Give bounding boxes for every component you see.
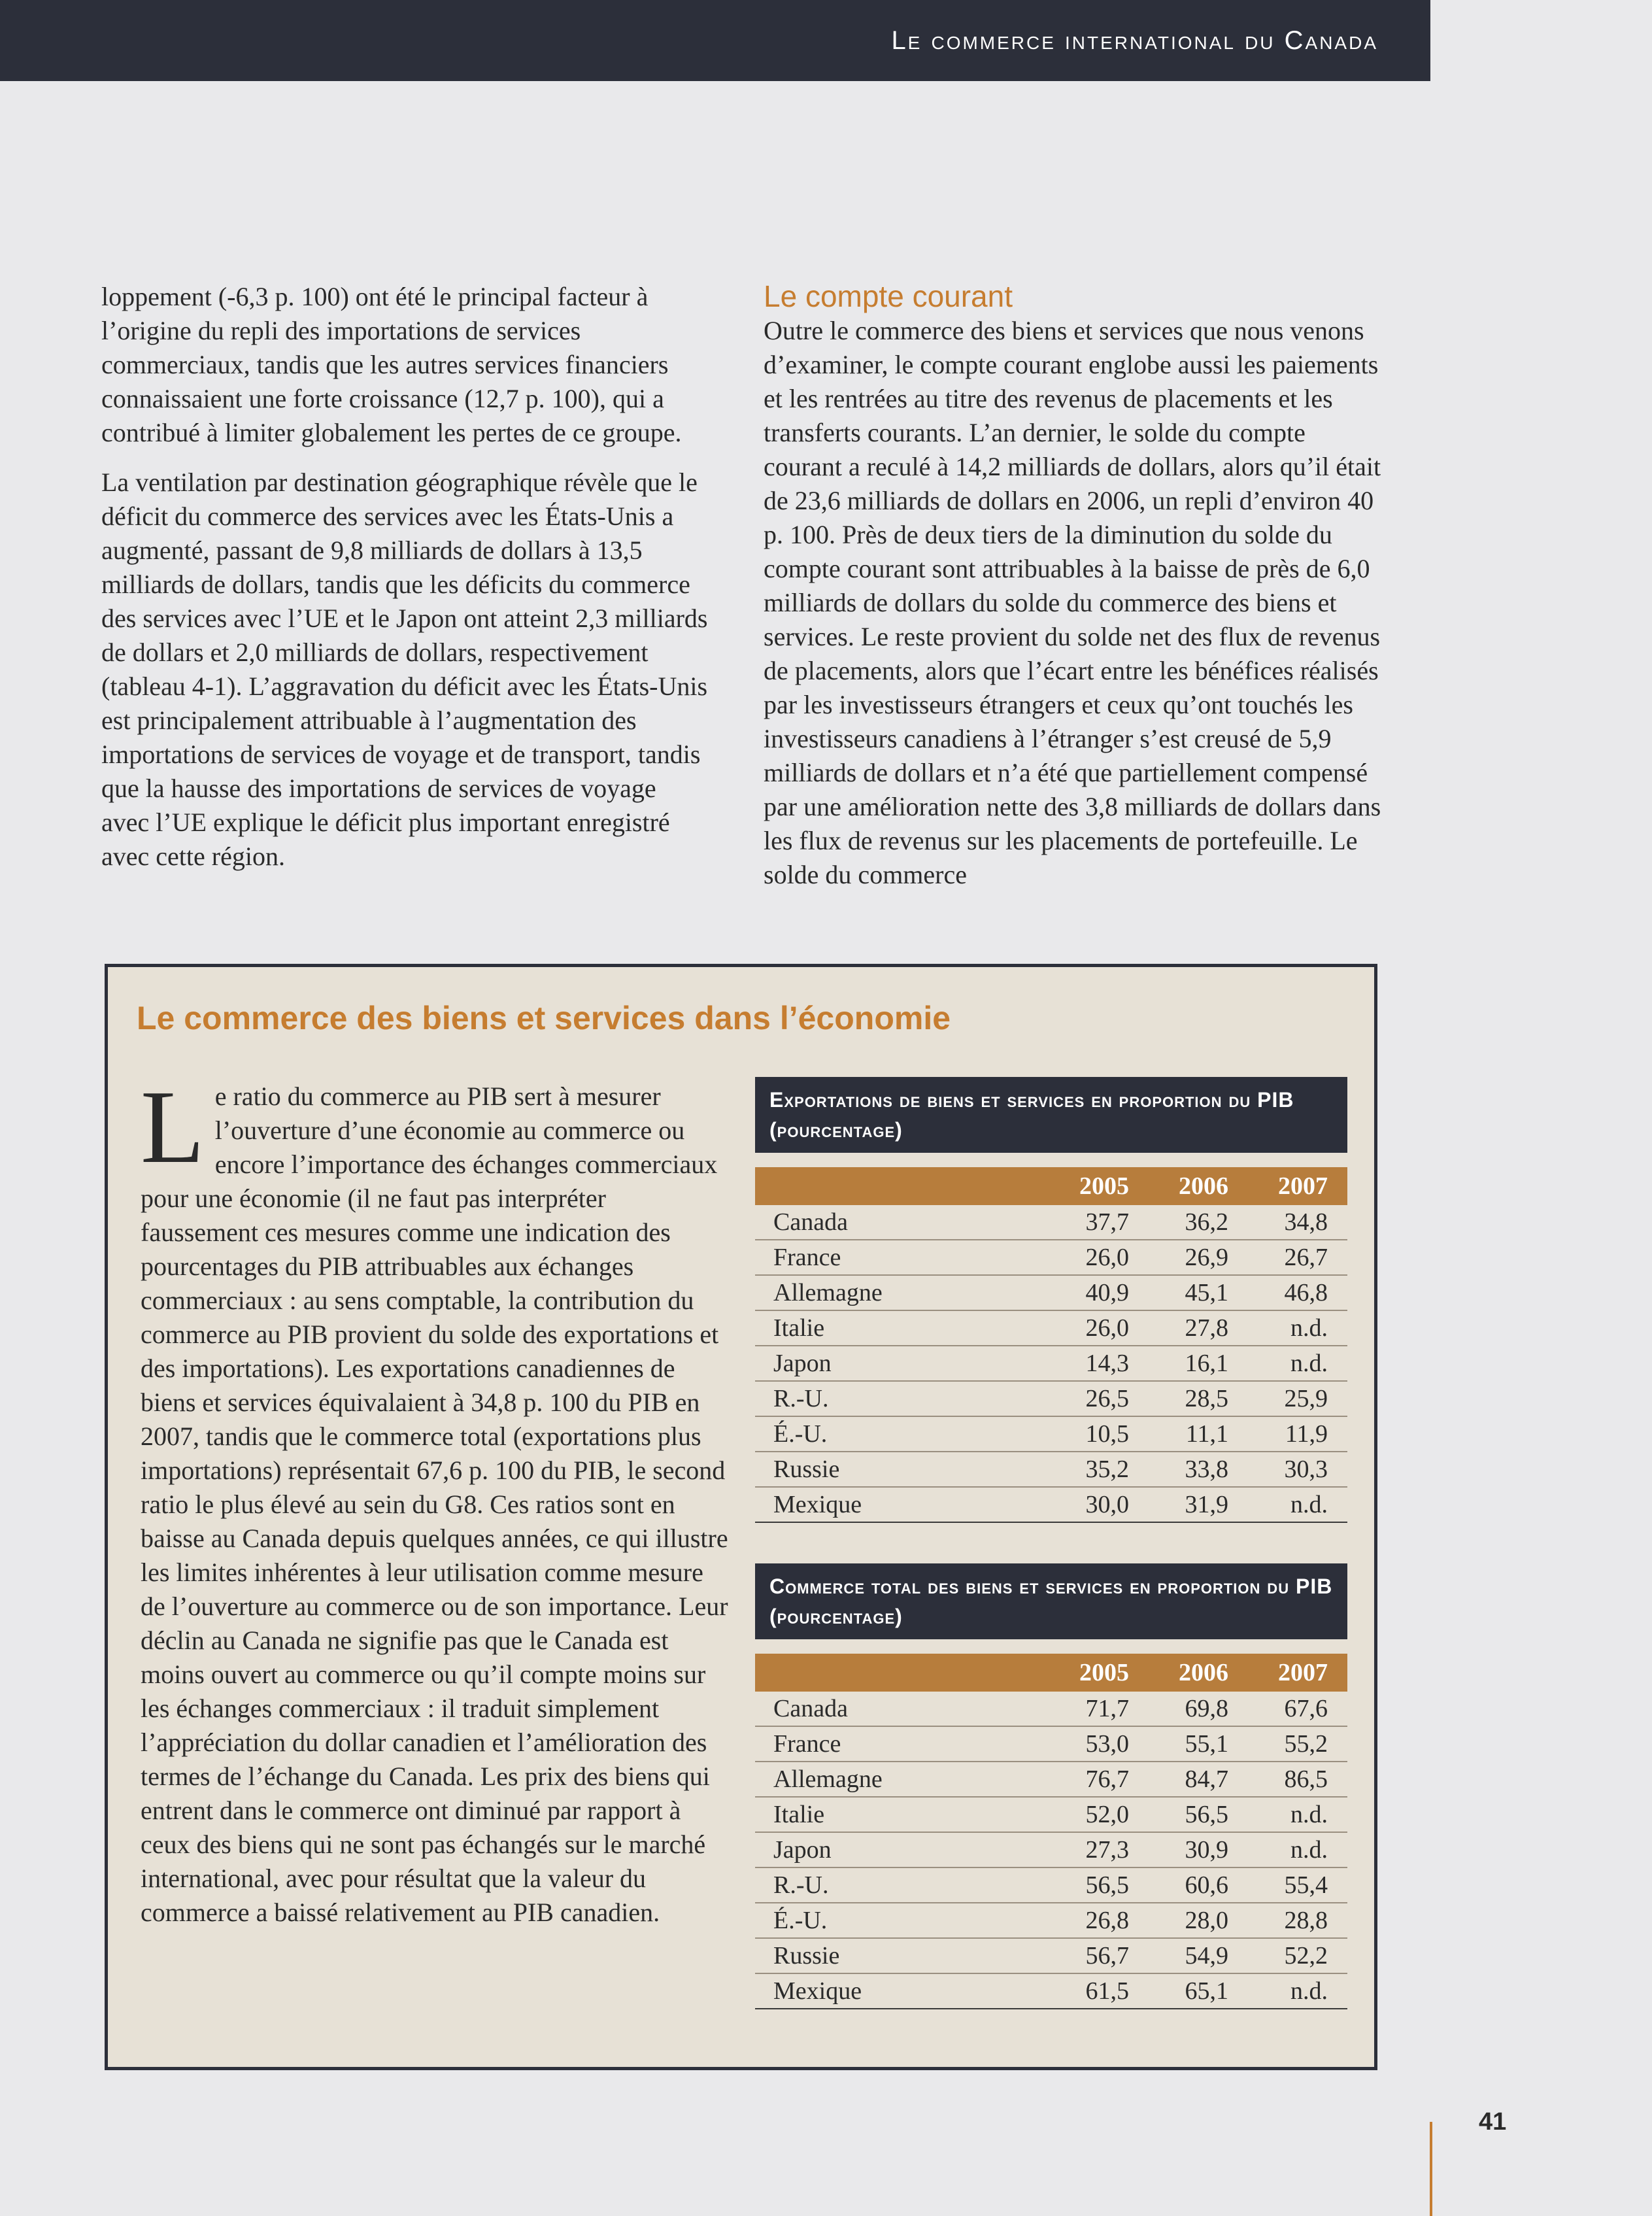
column-header: 2007 (1278, 1172, 1328, 1200)
table-row (755, 1382, 1347, 1417)
country-cell: France (773, 1730, 841, 1758)
table-row (755, 1798, 1347, 1833)
value-cell: 34,8 (1284, 1208, 1328, 1236)
table-header-row (755, 1654, 1347, 1692)
left-paragraph-1: loppement (-6,3 p. 100) ont été le principal facteur à l’origine du repli des importations de services commerciaux, tandis que les autres services financiers connaissaient une forte croissance (12,7 p. 100), qui a contribué à limiter globalement les pertes de ce groupe. (101, 282, 682, 447)
value-cell: 56,5 (1185, 1801, 1228, 1828)
value-cell: 84,7 (1185, 1765, 1228, 1793)
value-cell: 28,8 (1284, 1907, 1328, 1934)
value-cell: 16,1 (1185, 1350, 1228, 1377)
section-heading: Le compte courant (764, 279, 1013, 313)
value-cell: 46,8 (1284, 1279, 1328, 1306)
value-cell: 36,2 (1185, 1208, 1228, 1236)
value-cell: 60,6 (1185, 1871, 1228, 1899)
country-cell: Allemagne (773, 1765, 883, 1793)
country-cell: R.-U. (773, 1385, 829, 1412)
country-cell: É.-U. (773, 1420, 828, 1448)
table-row (755, 1974, 1347, 2009)
country-cell: É.-U. (773, 1907, 828, 1934)
value-cell: n.d. (1290, 1314, 1328, 1342)
table-row (755, 1205, 1347, 1240)
value-cell: 55,2 (1284, 1730, 1328, 1758)
value-cell: 11,1 (1185, 1420, 1228, 1448)
table-row (755, 1692, 1347, 1727)
page-number: 41 (1479, 2108, 1507, 2136)
table-row (755, 1276, 1347, 1311)
value-cell: 69,8 (1185, 1695, 1228, 1722)
table-title: Commerce total des biens et services en proportion du PIB (pourcentage) (755, 1563, 1347, 1639)
value-cell: 30,3 (1284, 1456, 1328, 1483)
value-cell: 65,1 (1185, 1977, 1228, 2005)
value-cell: 37,7 (1085, 1208, 1129, 1236)
country-cell: Italie (773, 1314, 825, 1342)
value-cell: 40,9 (1085, 1279, 1129, 1306)
left-paragraph-2: La ventilation par destination géographique révèle que le déficit du commerce des services avec les États-Unis a augmenté, passant de 9,8 milliards de dollars à 13,5 milliards de dollars, tandis que les déficits du commerce des services avec l’UE et le Japon ont atteint 2,3 milliards de dollars et 2,0 milliards de dollars, respectivement (tableau 4-1). L’aggravation du déficit avec les États-Unis est principalement attribuable à l’augmentation des importations de services de voyage et de transport, tandis que la hausse des importations de services de voyage avec l’UE explique le déficit plus important enregistré avec cette région. (101, 468, 708, 871)
table-row (755, 1903, 1347, 1939)
table-row (755, 1240, 1347, 1276)
table-row (755, 1452, 1347, 1488)
value-cell: 54,9 (1185, 1942, 1228, 1969)
value-cell: 25,9 (1284, 1385, 1328, 1412)
value-cell: 26,7 (1284, 1244, 1328, 1271)
sidebar-text (141, 1068, 729, 1930)
column-header (755, 1654, 1049, 1692)
sidebar-body: e ratio du commerce au PIB sert à mesurer l’ouverture d’une économie au commerce ou encore l’importance des échanges commerciaux pour une économie (il ne faut pas interpréter faussement ces mesures comme une indication des pourcentages du PIB attribuables aux échanges commerciaux : au sens comptable, la contribution du commerce au PIB provient du solde des exportations et des importations). Les exportations canadiennes de biens et services équivalaient à 34,8 p. 100 du PIB en 2007, tandis que le commerce total (exportations plus importations) représentait 67,6 p. 100 du PIB, le second ratio le plus élevé au sein du G8. Ces ratios sont en baisse au Canada depuis quelques années, ce qui illustre les limites inhérentes à leur utilisation comme mesure de l’ouverture au commerce ou de son importance. Leur déclin au Canada ne signifie pas que le Canada est moins ouvert au commerce ou qu’il compte moins sur les échanges commerciaux : il traduit simplement l’appréciation du dollar canadien et l’amélioration des termes de l’échange du Canada. Les prix des biens qui entrent dans le commerce ont diminué par rapport à ceux des biens qui ne sont pas échangés sur le marché international, avec pour résultat que la valeur du commerce a baissé relativement au PIB canadien. (141, 1082, 728, 1927)
country-cell: Japon (773, 1836, 832, 1864)
value-cell: 61,5 (1085, 1977, 1129, 2005)
table-row (755, 1762, 1347, 1798)
country-cell: Mexique (773, 1977, 862, 2005)
value-cell: 55,4 (1284, 1871, 1328, 1899)
column-header: 2006 (1179, 1172, 1228, 1200)
page-rule (1430, 2122, 1432, 2216)
header-band (0, 0, 1430, 81)
value-cell: 33,8 (1185, 1456, 1228, 1483)
value-cell: 76,7 (1085, 1765, 1129, 1793)
value-cell: 26,8 (1085, 1907, 1129, 1934)
column-header: 2005 (1079, 1659, 1129, 1686)
right-paragraph: Outre le commerce des biens et services que nous venons d’examiner, le compte courant englobe aussi les paiements et les rentrées au titre des revenus de placements et les transferts courants. L’an dernier, le solde du compte courant a reculé à 14,2 milliards de dollars, alors qu’il était de 23,6 milliards de dollars en 2006, un repli d’environ 40 p. 100. Près de deux tiers de la diminution du solde du compte courant sont attribuables à la baisse de près de 6,0 milliards de dollars du solde du commerce des biens et services. Le reste provient du solde net des flux de revenus de placements, alors que l’écart entre les bénéfices réalisés par les investisseurs étrangers et ceux qu’ont touchés les investisseurs canadiens à l’étranger s’est creusé de 5,9 milliards de dollars et n’a été que partiellement compensé par une amélioration nette des 3,8 milliards de dollars dans les flux de revenus sur les placements de portefeuille. Le solde du commerce (764, 316, 1381, 889)
value-cell: 45,1 (1185, 1279, 1228, 1306)
tables-column (755, 1077, 1347, 2009)
value-cell: 35,2 (1085, 1456, 1129, 1483)
exports-table (755, 1077, 1347, 1523)
column-header: 2007 (1278, 1659, 1328, 1686)
value-cell: 27,3 (1085, 1836, 1129, 1864)
value-cell: n.d. (1290, 1491, 1328, 1518)
value-cell: 26,9 (1185, 1244, 1228, 1271)
value-cell: 86,5 (1284, 1765, 1328, 1793)
value-cell: 30,0 (1085, 1491, 1129, 1518)
country-cell: Canada (773, 1695, 848, 1722)
column-header (755, 1167, 1049, 1205)
column-header: 2005 (1079, 1172, 1129, 1200)
sidebar-title: Le commerce des biens et services dans l’économie (137, 1000, 951, 1036)
value-cell: 10,5 (1085, 1420, 1129, 1448)
table-header-row (755, 1167, 1347, 1205)
table-row (755, 1417, 1347, 1452)
value-cell: 28,0 (1185, 1907, 1228, 1934)
value-cell: 67,6 (1284, 1695, 1328, 1722)
table-row (755, 1488, 1347, 1523)
table-body (755, 1692, 1347, 2009)
value-cell: 56,5 (1085, 1871, 1129, 1899)
country-cell: Japon (773, 1350, 832, 1377)
value-cell: 52,2 (1284, 1942, 1328, 1969)
value-cell: 55,1 (1185, 1730, 1228, 1758)
column-header: 2006 (1179, 1659, 1228, 1686)
value-cell: 56,7 (1085, 1942, 1129, 1969)
dropcap: L (141, 1068, 205, 1185)
value-cell: 31,9 (1185, 1491, 1228, 1518)
country-cell: Italie (773, 1801, 825, 1828)
value-cell: 52,0 (1085, 1801, 1129, 1828)
total-trade-table (755, 1563, 1347, 2009)
value-cell: n.d. (1290, 1350, 1328, 1377)
table-body (755, 1205, 1347, 1523)
table-row (755, 1311, 1347, 1346)
table-row (755, 1939, 1347, 1974)
value-cell: 14,3 (1085, 1350, 1129, 1377)
country-cell: R.-U. (773, 1871, 829, 1899)
left-column (101, 280, 709, 889)
value-cell: 26,5 (1085, 1385, 1129, 1412)
value-cell: 11,9 (1285, 1420, 1328, 1448)
value-cell: 71,7 (1085, 1695, 1129, 1722)
country-cell: Russie (773, 1456, 840, 1483)
value-cell: n.d. (1290, 1977, 1328, 2005)
value-cell: 26,0 (1085, 1314, 1129, 1342)
value-cell: n.d. (1290, 1836, 1328, 1864)
country-cell: Canada (773, 1208, 848, 1236)
value-cell: 26,0 (1085, 1244, 1129, 1271)
sidebar-box (105, 964, 1377, 2070)
table-row (755, 1727, 1347, 1762)
table-row (755, 1346, 1347, 1382)
value-cell: n.d. (1290, 1801, 1328, 1828)
value-cell: 30,9 (1185, 1836, 1228, 1864)
table-row (755, 1868, 1347, 1903)
table-title: Exportations de biens et services en proportion du PIB (pourcentage) (755, 1077, 1347, 1153)
country-cell: France (773, 1244, 841, 1271)
value-cell: 28,5 (1185, 1385, 1228, 1412)
value-cell: 53,0 (1085, 1730, 1129, 1758)
right-column (764, 280, 1385, 908)
value-cell: 27,8 (1185, 1314, 1228, 1342)
country-cell: Mexique (773, 1491, 862, 1518)
table-row (755, 1833, 1347, 1868)
country-cell: Russie (773, 1942, 840, 1969)
running-title: Le commerce international du Canada (891, 26, 1378, 55)
country-cell: Allemagne (773, 1279, 883, 1306)
